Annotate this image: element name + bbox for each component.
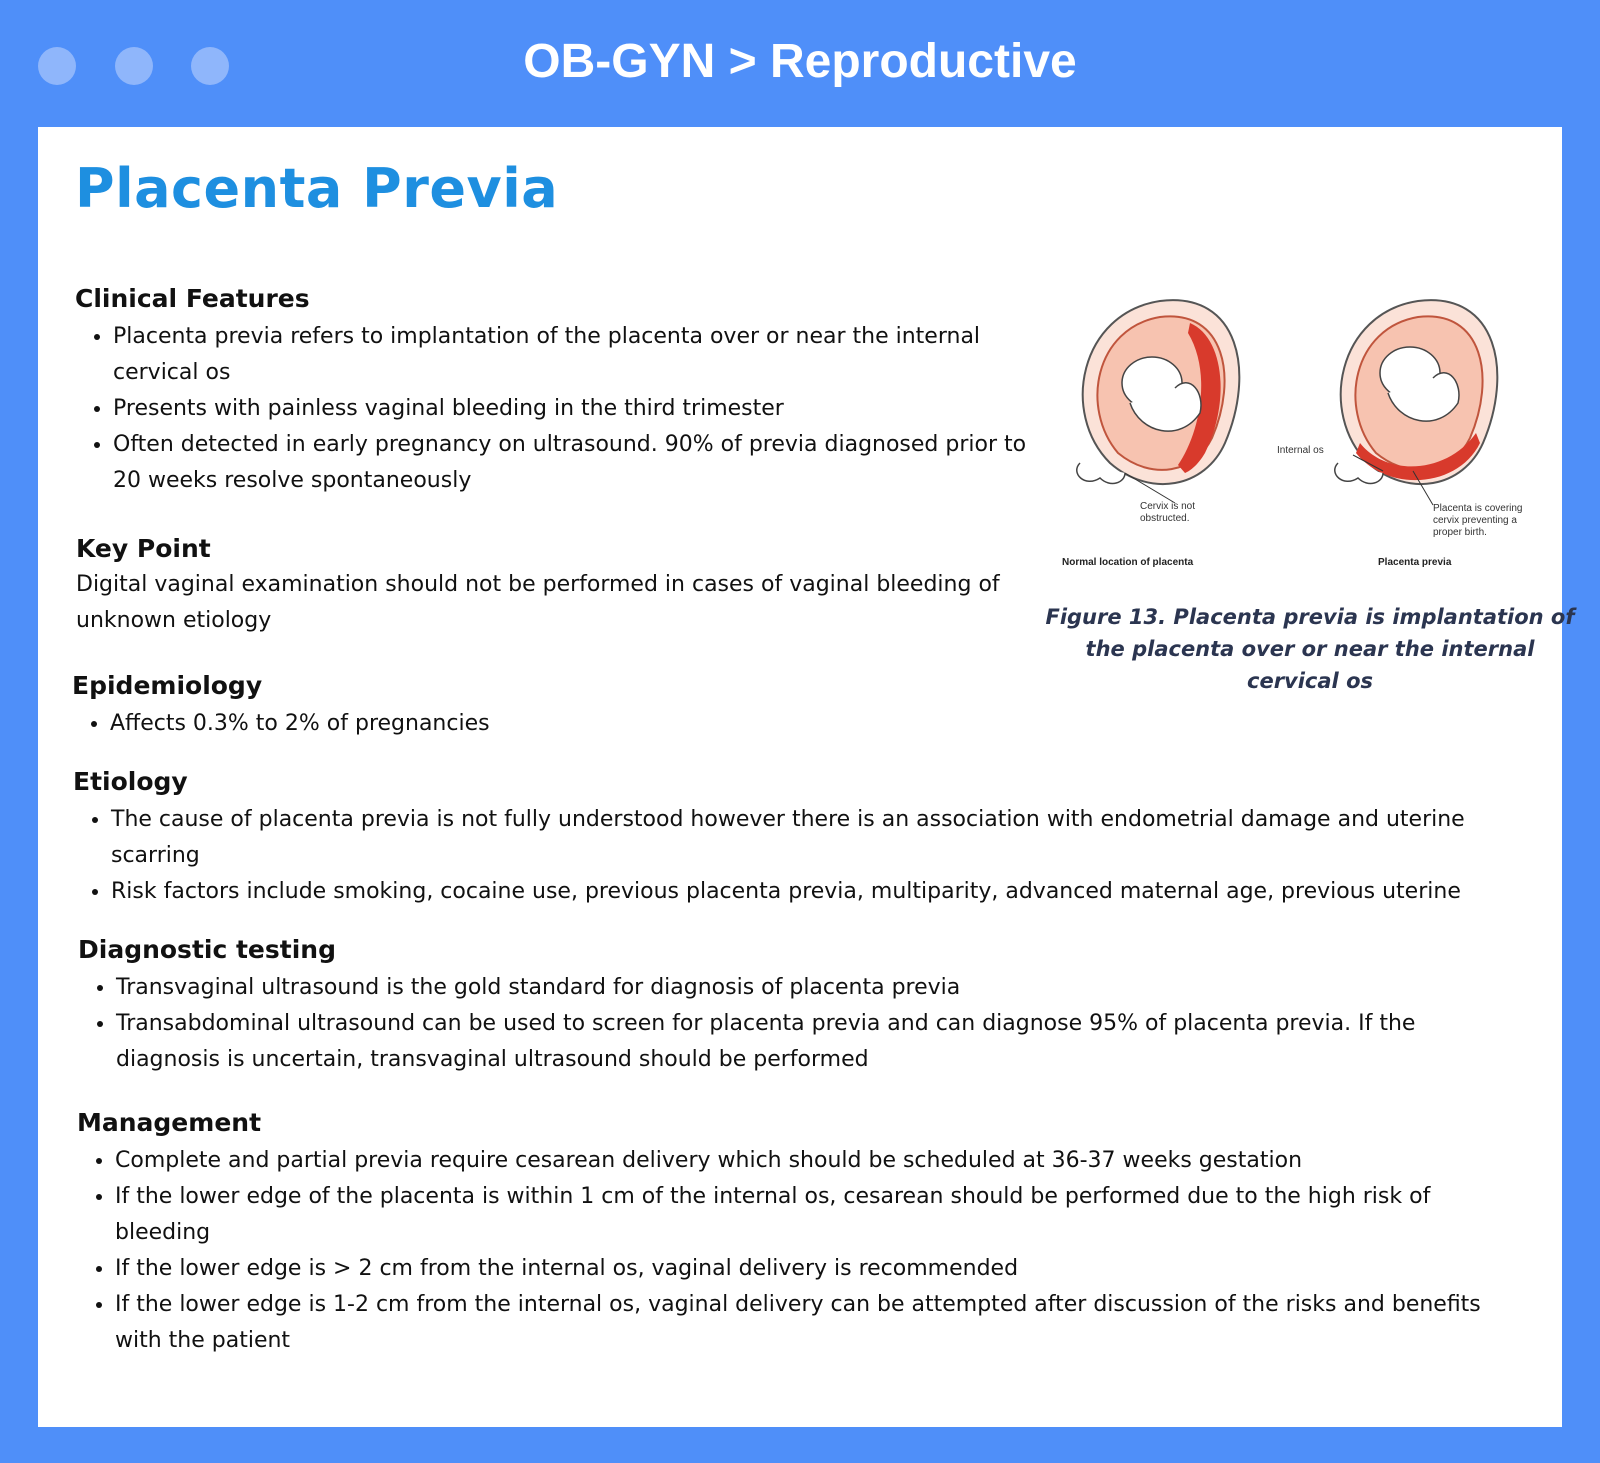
list-item: • If the lower edge is 1-2 cm from the internal os, vaginal delivery can be attempted after discussion of the risks and benefits with the patient — [115, 1287, 1517, 1359]
list-item: • Transvaginal ultrasound is the gold standard for diagnosis of placenta previa — [116, 970, 1518, 1006]
key-point-text: Digital vaginal examination should not be performed in cases of vaginal bleeding of unknown etiology — [76, 572, 1000, 633]
section-heading: Management — [77, 1108, 262, 1137]
section-heading: Clinical Features — [75, 284, 310, 313]
section-key-point — [76, 534, 1016, 639]
section-etiology — [73, 767, 1513, 910]
label-covering-1: Placenta is covering — [1433, 503, 1523, 514]
section-epidemiology — [72, 671, 1012, 742]
section-heading: Epidemiology — [72, 671, 263, 700]
bullet-list — [78, 970, 1518, 1078]
window-header — [0, 0, 1600, 127]
section-diagnostic-testing — [78, 935, 1518, 1078]
bullet-list — [73, 802, 1513, 910]
figure-placenta-previa — [1040, 293, 1580, 697]
list-item: • Placenta previa refers to implantation of the placenta over or near the internal cervical os — [113, 319, 1035, 391]
label-covering-2: cervix preventing a — [1433, 515, 1517, 526]
list-item: • Often detected in early pregnancy on ultrasound. 90% of previa diagnosed prior to 20 weeks resolve spontaneously — [113, 427, 1035, 499]
section-clinical-features — [75, 284, 1035, 499]
placenta-diagram — [1040, 293, 1570, 583]
figure-caption: Figure 13. Placenta previa is implantation of the placenta over or near the internal cervical os — [1045, 605, 1575, 693]
list-item: • Complete and partial previa require cesarean delivery which should be scheduled at 36-37 weeks gestation — [115, 1143, 1517, 1179]
label-cervix-note-2: obstructed. — [1140, 513, 1190, 524]
breadcrumb: OB-GYN > Reproductive — [523, 35, 1077, 88]
label-normal-title: Normal location of placenta — [1062, 557, 1194, 568]
section-heading: Etiology — [73, 767, 188, 796]
list-item: • Transabdominal ultrasound can be used to screen for placenta previa and can diagnose 95% of placenta previa. If the diagnosis is uncertain, transvaginal ultrasound should be performed — [116, 1006, 1518, 1078]
previa-uterus-illustration — [1335, 300, 1523, 568]
section-management — [77, 1108, 1517, 1359]
section-heading: Diagnostic testing — [78, 935, 336, 964]
list-item: • Affects 0.3% to 2% of pregnancies — [110, 706, 1012, 742]
list-item: • If the lower edge is > 2 cm from the internal os, vaginal delivery is recommended — [115, 1251, 1517, 1287]
section-heading: Key Point — [76, 534, 211, 563]
normal-uterus-illustration — [1062, 300, 1239, 568]
bullet-list — [75, 319, 1035, 499]
page-title: Placenta Previa — [75, 157, 559, 220]
bullet-list — [72, 706, 1012, 742]
list-item: • The cause of placenta previa is not fully understood however there is an association with endometrial damage and uterine scarring — [111, 802, 1513, 874]
list-item: • Presents with painless vaginal bleeding in the third trimester — [113, 391, 1035, 427]
bullet-list — [77, 1143, 1517, 1359]
list-item: • If the lower edge of the placenta is within 1 cm of the internal os, cesarean should be performed due to the high risk of bleeding — [115, 1179, 1517, 1251]
label-previa-title: Placenta previa — [1378, 557, 1452, 568]
content-panel — [38, 127, 1575, 1427]
label-covering-3: proper birth. — [1433, 527, 1487, 538]
label-internal-os: Internal os — [1277, 445, 1324, 456]
list-item: • Risk factors include smoking, cocaine use, previous placenta previa, multiparity, advanced maternal age, previous uterine — [111, 874, 1513, 910]
label-cervix-note: Cervix is not — [1140, 501, 1196, 512]
